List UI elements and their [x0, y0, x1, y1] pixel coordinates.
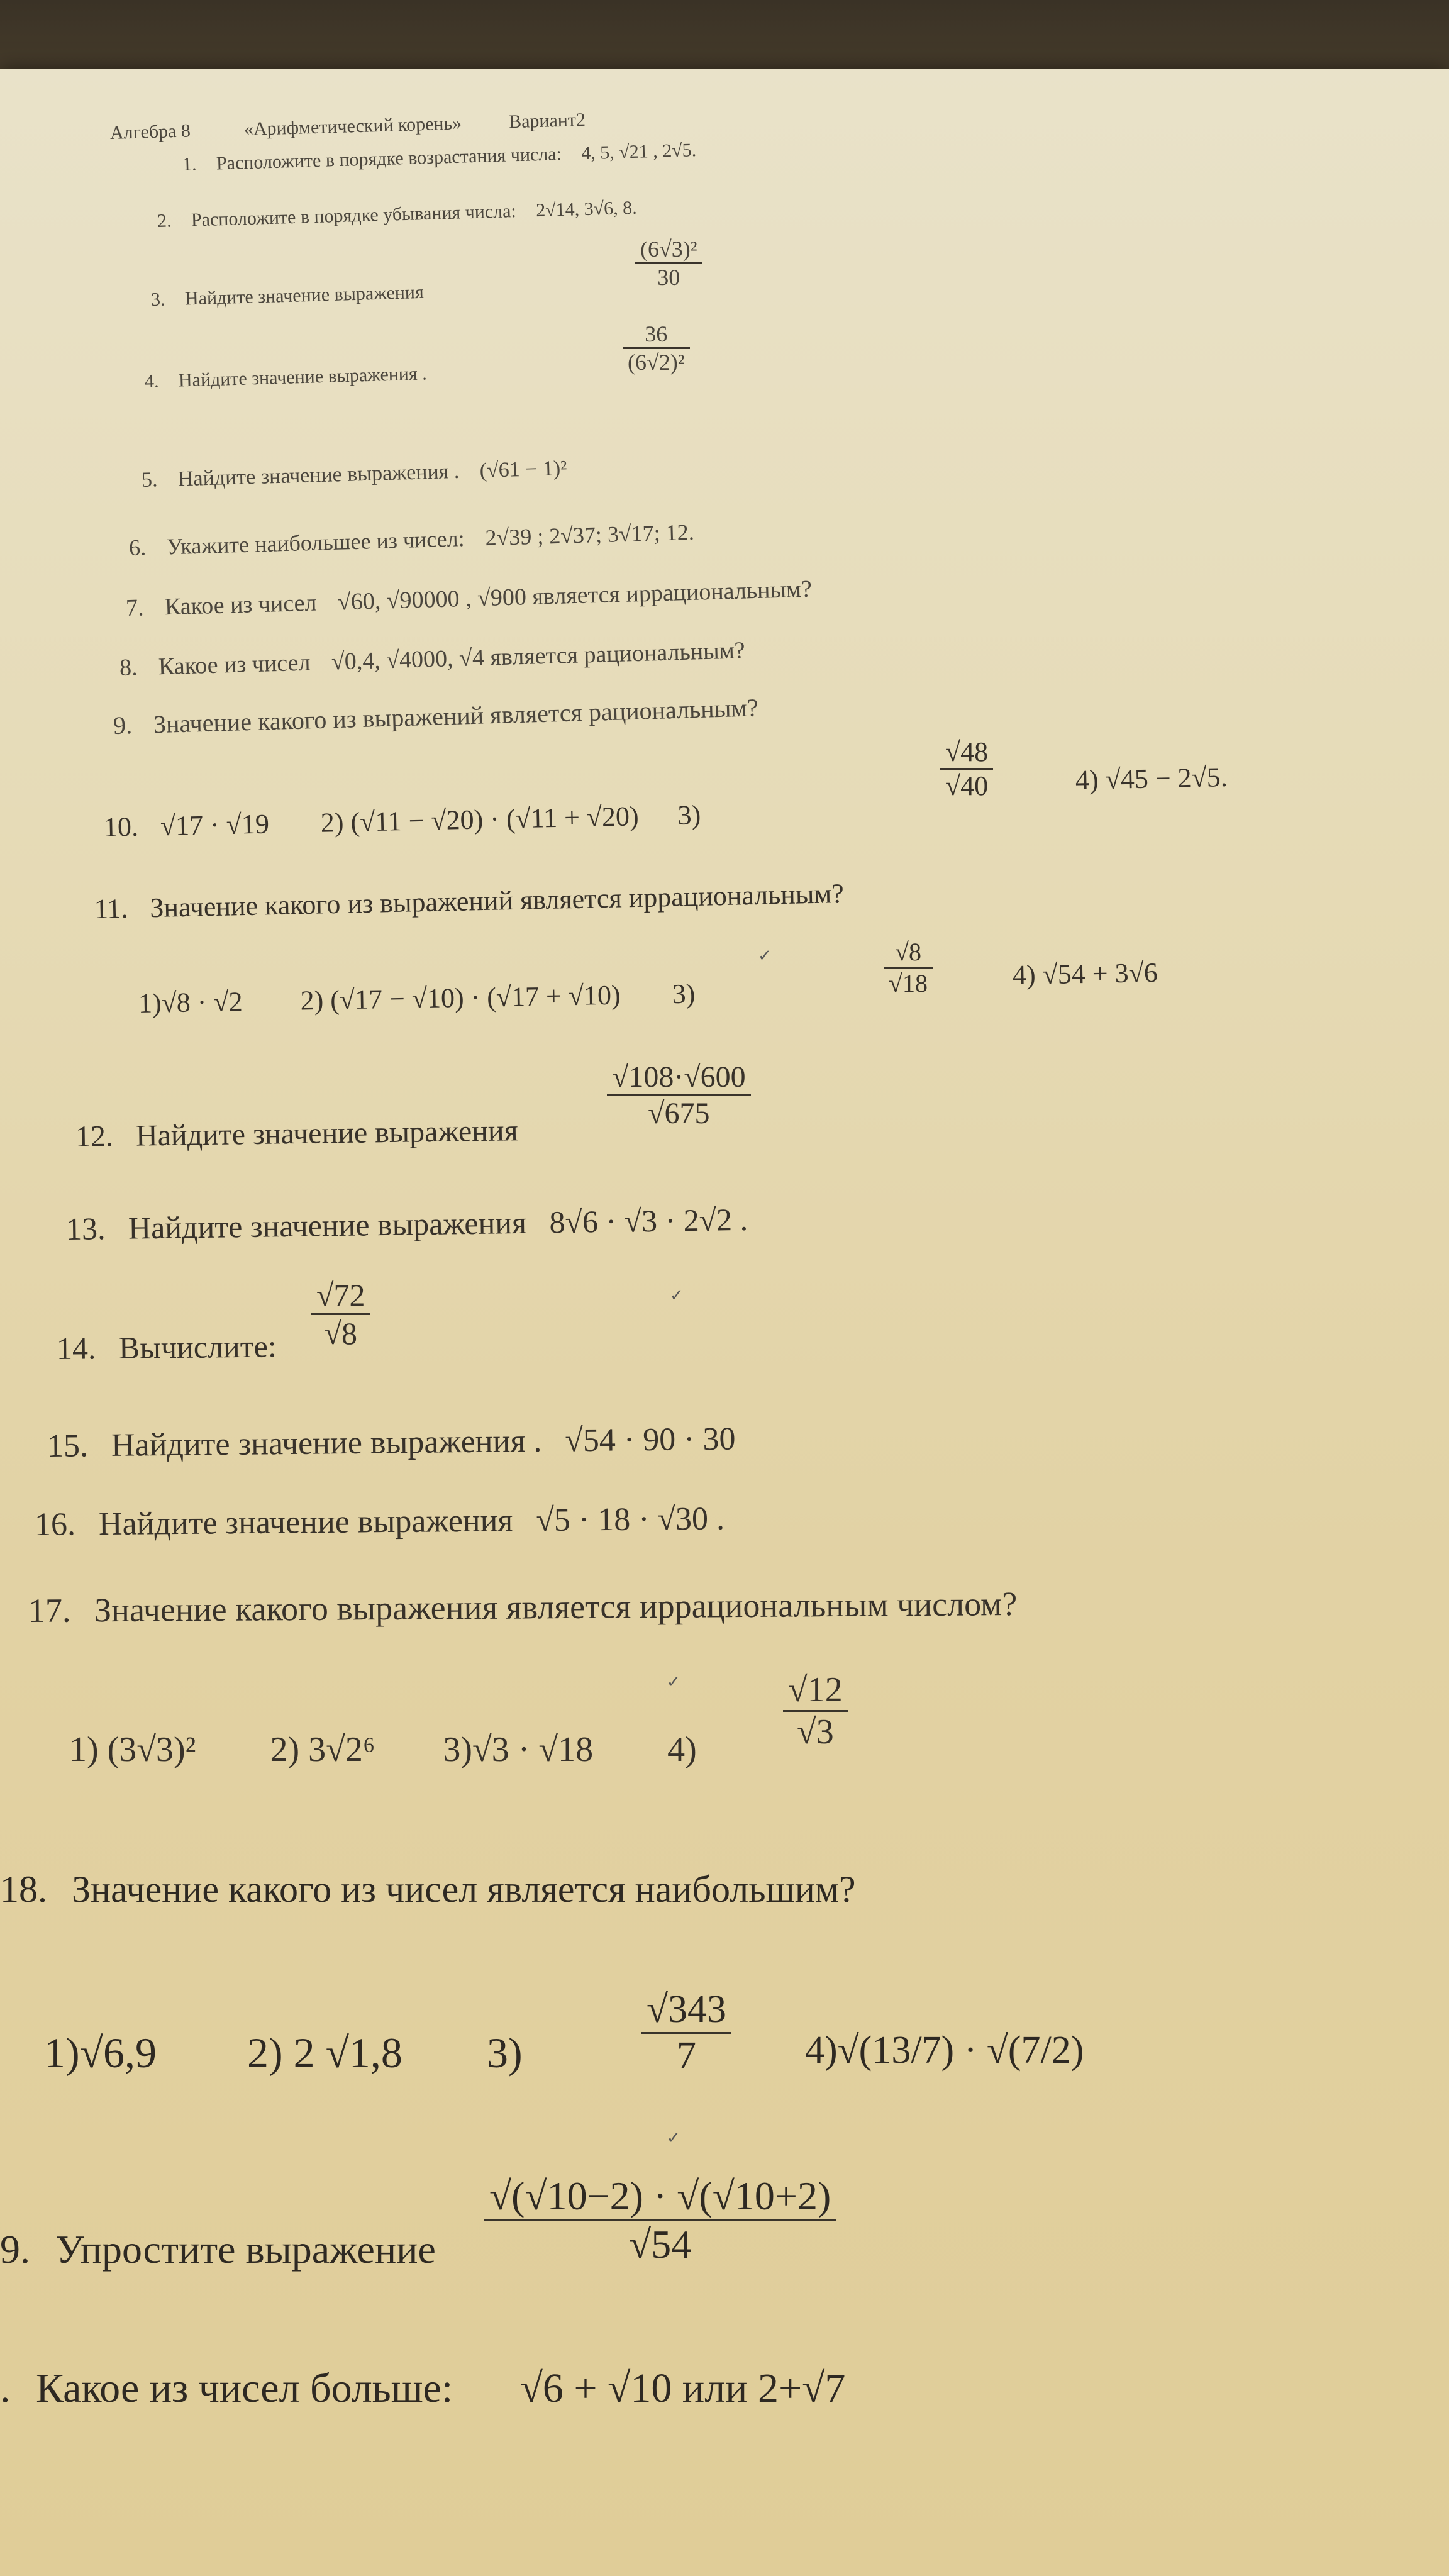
- numerator: √48: [940, 736, 993, 770]
- option-1: √17 · √19: [160, 808, 270, 842]
- task-number: 3.: [150, 289, 165, 310]
- task-text: Найдите значение выражения .: [178, 363, 428, 391]
- task-text: Значение какого из выражений является рациональным?: [153, 693, 759, 739]
- task-text: Найдите значение выражения: [184, 281, 425, 309]
- option-1: 1) (3√3)²: [69, 1730, 196, 1769]
- option-4-label: 4): [667, 1730, 697, 1769]
- task-text: Укажите наибольшее из чисел:: [166, 526, 465, 560]
- task-14-fraction: [311, 1277, 370, 1352]
- task-10-fraction: [940, 736, 993, 802]
- task-expression: √54 · 90 · 30: [565, 1421, 736, 1459]
- task-number: 15.: [47, 1428, 89, 1464]
- pencil-mark-3: ✓: [667, 1673, 680, 1691]
- task-expression: √6 + √10 или 2+√7: [519, 2365, 846, 2411]
- task-expression: 2√39 ; 2√37; 3√17; 12.: [484, 519, 695, 551]
- task-expression: (√61 − 1)²: [479, 457, 567, 482]
- subject: Алгебра 8: [109, 120, 191, 143]
- numerator: √108·√600: [607, 1060, 751, 1096]
- task-number: 9.: [0, 2227, 30, 2272]
- option-2: 2) 3√2⁶: [270, 1730, 375, 1769]
- option-3-label: 3): [486, 2029, 523, 2077]
- task-number: 4.: [144, 370, 159, 392]
- task-19: [0, 2226, 436, 2273]
- option-2: 2) 2 √1,8: [247, 2029, 402, 2077]
- task-number: 12.: [75, 1119, 114, 1153]
- task-text: Упростите выражение: [55, 2227, 436, 2272]
- option-3-label: 3): [677, 799, 701, 831]
- task-number: 10.: [103, 811, 139, 843]
- pencil-mark-4: ✓: [667, 2129, 680, 2147]
- option-2: 2) (√11 − √20) · (√11 + √20): [320, 801, 640, 838]
- task-11-fraction: [884, 937, 933, 998]
- task-number: 7.: [125, 594, 145, 621]
- task-number: 6.: [128, 535, 147, 560]
- numerator: √12: [783, 1670, 848, 1712]
- task-text: Какое из чисел: [164, 589, 317, 621]
- denominator: √3: [797, 1713, 834, 1752]
- task-12-fraction: [607, 1060, 751, 1131]
- denominator: 30: [657, 265, 680, 290]
- task-text: Найдите значение выражения .: [111, 1423, 542, 1463]
- task-number: 17.: [28, 1591, 71, 1629]
- task-16: [35, 1500, 725, 1543]
- task-number: 11.: [94, 892, 128, 924]
- task-15: [47, 1421, 736, 1465]
- pencil-mark-1: ✓: [758, 947, 772, 965]
- task-11-option-4: [1013, 957, 1158, 991]
- option-3-label: 3): [672, 978, 696, 1010]
- task-expression: 4, 5, √21 , 2√5.: [580, 140, 697, 164]
- task-text: Расположите в порядке убывания числа:: [191, 201, 517, 231]
- task-text: Какое из чисел: [158, 649, 311, 680]
- task-text: Найдите значение выражения .: [177, 459, 460, 491]
- pencil-mark-2: ✓: [670, 1286, 684, 1304]
- task-14: [57, 1328, 277, 1367]
- task-number: 1.: [182, 153, 197, 175]
- task-text: Значение какого выражения является иррациональным числом?: [94, 1585, 1018, 1629]
- option-3: 3)√3 · √18: [443, 1730, 594, 1769]
- task-number: 18.: [0, 1868, 47, 1910]
- task-text: Найдите значение выражения: [128, 1204, 527, 1246]
- task-17-fraction: [783, 1670, 848, 1752]
- variant: Вариант2: [508, 109, 586, 133]
- task-3-fraction: [635, 236, 702, 291]
- task-text: Найдите значение выражения: [135, 1114, 519, 1153]
- task-number: 16.: [34, 1506, 76, 1543]
- denominator: √18: [889, 969, 928, 997]
- task-18: [0, 1868, 855, 1911]
- task-number: 5.: [141, 468, 158, 492]
- option-4: 4)√(13/7) · √(7/2): [805, 2029, 1084, 2072]
- task-number: 8.: [119, 654, 138, 681]
- task-text: Вычислите:: [118, 1328, 277, 1365]
- task-19-fraction: [484, 2173, 836, 2268]
- denominator: √40: [945, 770, 989, 801]
- task-expression: √60, √90000 , √900 является иррациональным?: [337, 575, 813, 616]
- task-12: [75, 1113, 518, 1154]
- task-18-option-4: [805, 2028, 1084, 2073]
- topic: «Арифметический корень»: [243, 113, 462, 140]
- task-20: [0, 2365, 845, 2412]
- numerator: (6√3)²: [635, 236, 702, 264]
- task-4-fraction: [623, 321, 690, 375]
- task-text: Какое из чисел больше:: [36, 2365, 453, 2411]
- task-number: .: [0, 2365, 11, 2411]
- task-17: [28, 1584, 1018, 1630]
- task-text: Значение какого из выражений является иррациональным?: [149, 878, 845, 924]
- task-17-options: [69, 1729, 697, 1770]
- denominator: 7: [677, 2035, 697, 2077]
- numerator: 36: [623, 321, 690, 349]
- task-number: 9.: [113, 711, 133, 740]
- option-4: 4) √45 − 2√5.: [1075, 761, 1228, 796]
- denominator: √8: [324, 1316, 357, 1351]
- task-text: Расположите в порядке возрастания числа:: [216, 143, 562, 174]
- numerator: √8: [884, 937, 933, 969]
- task-18-fraction: [641, 1987, 731, 2079]
- denominator: √675: [648, 1097, 710, 1130]
- numerator: √(√10−2) · √(√10+2): [484, 2173, 836, 2221]
- option-4: 4) √54 + 3√6: [1012, 957, 1158, 991]
- option-2: 2) (√17 − √10) · (√17 + √10): [300, 979, 621, 1016]
- task-number: 14.: [56, 1330, 96, 1366]
- option-1: 1)√6,9: [44, 2029, 157, 2077]
- numerator: √343: [641, 1987, 731, 2034]
- task-text: Найдите значение выражения: [98, 1502, 513, 1543]
- option-1: 1)√8 · √2: [138, 986, 243, 1019]
- task-10-option-4: [1075, 761, 1228, 796]
- task-number: 2.: [157, 210, 172, 231]
- numerator: √72: [311, 1277, 370, 1315]
- task-expression: √5 · 18 · √30 .: [536, 1501, 725, 1539]
- denominator: (6√2)²: [628, 350, 685, 375]
- task-number: 13.: [65, 1211, 106, 1246]
- task-expression: √0,4, √4000, √4 является рациональным?: [331, 637, 746, 675]
- task-expression: 8√6 · √3 · 2√2 .: [549, 1201, 748, 1240]
- task-text: Значение какого из чисел является наибольшим?: [72, 1868, 856, 1910]
- task-expression: 2√14, 3√6, 8.: [535, 197, 638, 221]
- denominator: √54: [629, 2222, 692, 2267]
- task-18-options: [44, 2028, 523, 2078]
